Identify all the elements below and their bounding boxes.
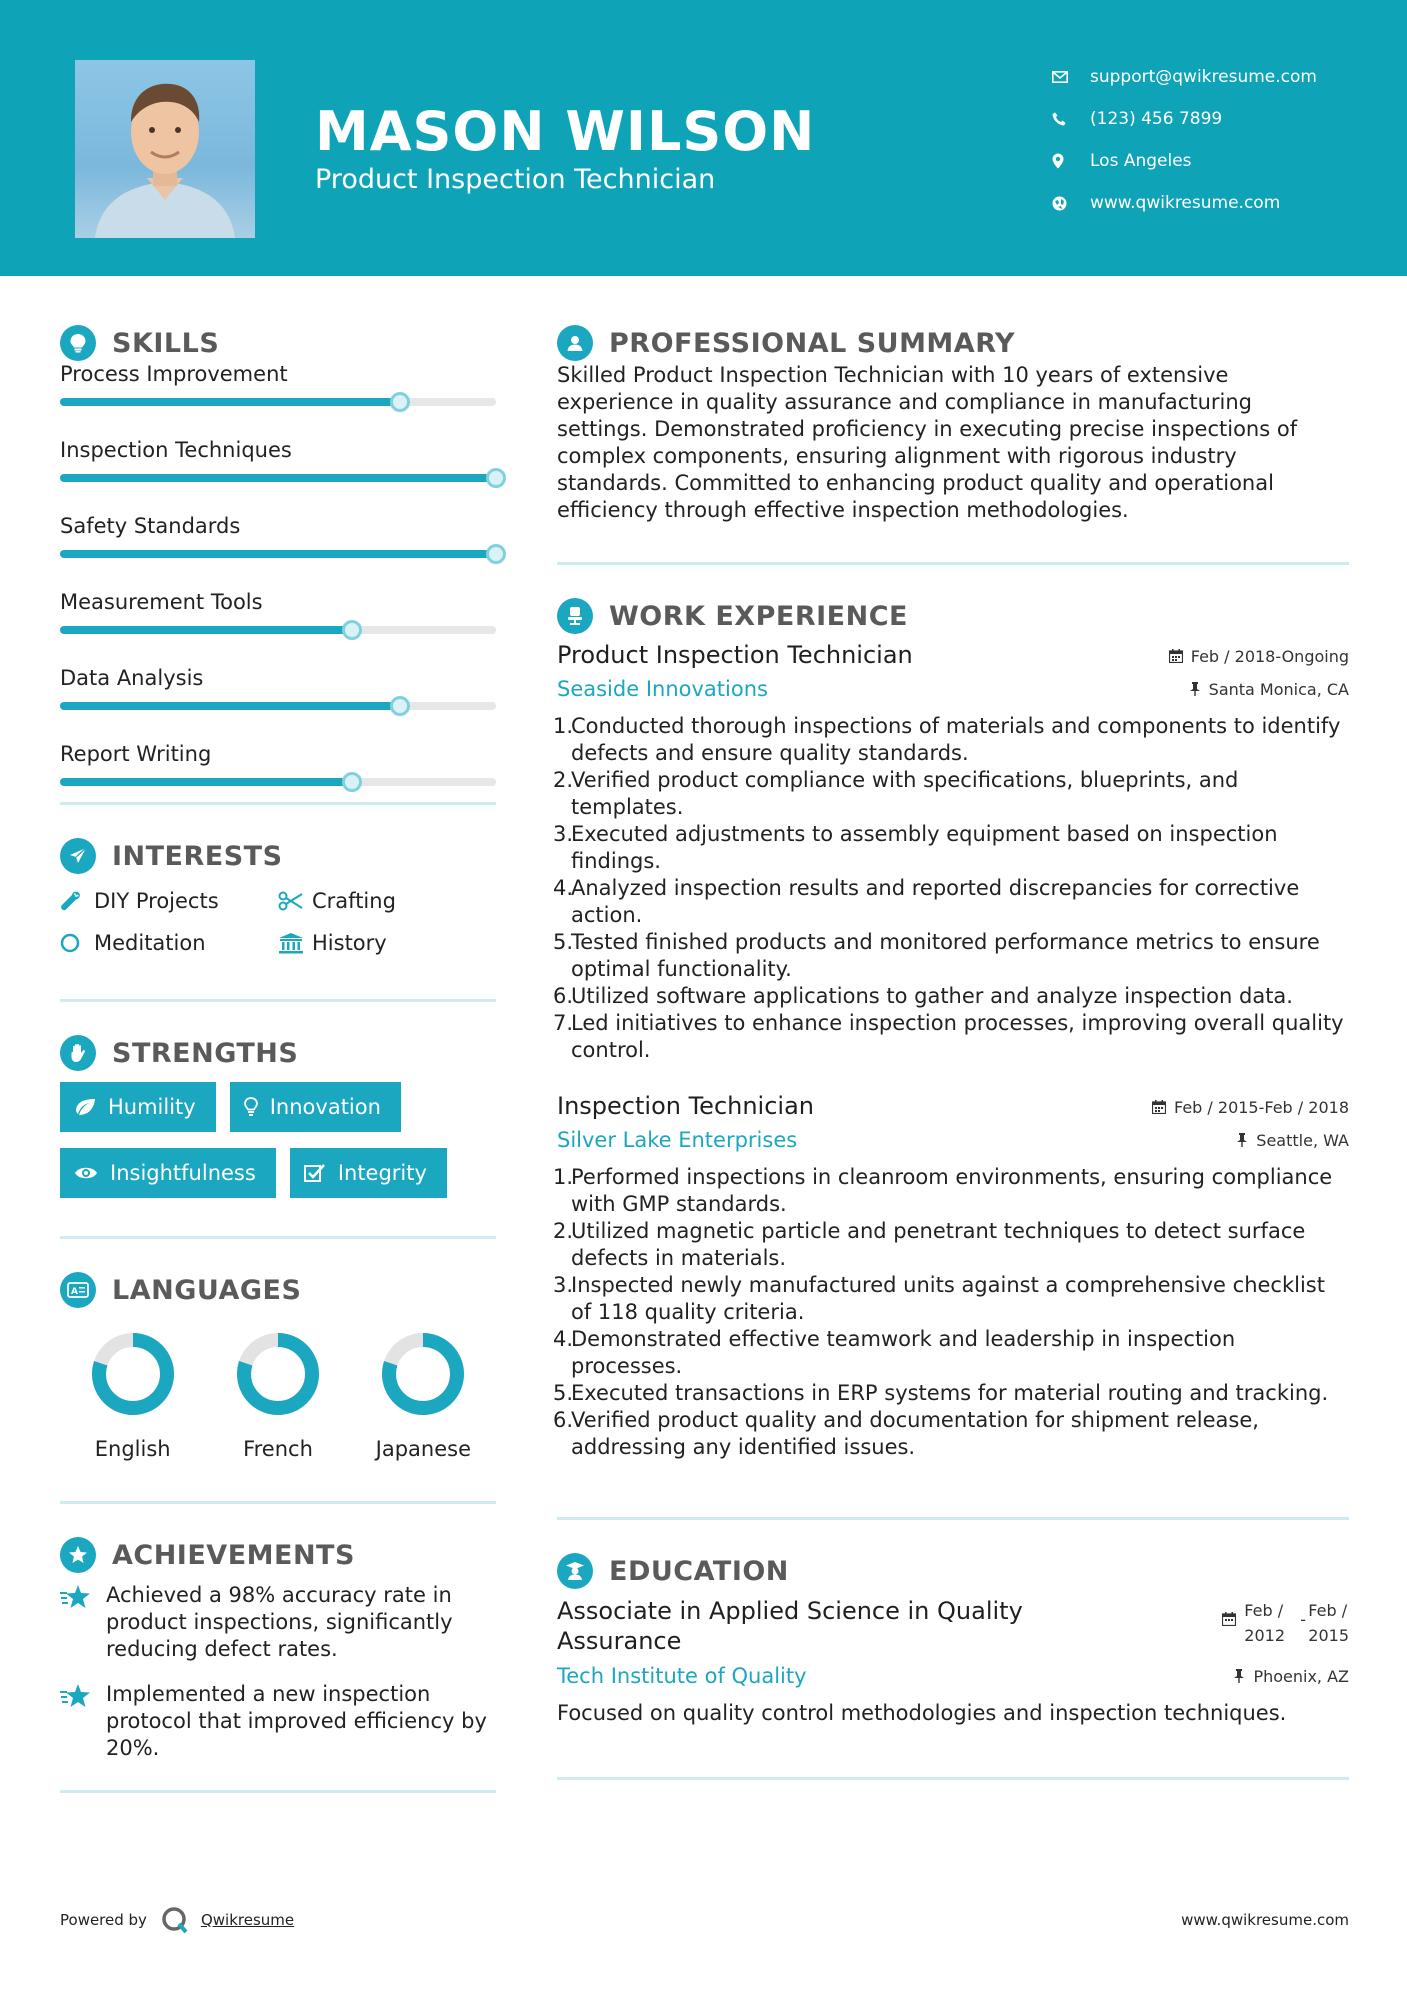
pin-icon <box>1233 1669 1245 1683</box>
user-icon <box>557 325 593 361</box>
list-item: 4. Demonstrated effective teamwork and leadership in inspection processes. <box>553 1327 1236 1378</box>
section-divider <box>557 1517 1349 1520</box>
skill-bar-fill <box>60 626 352 634</box>
company-name: Seaside Innovations <box>557 677 768 701</box>
hand-icon <box>60 1035 96 1071</box>
resume-header <box>0 0 1407 276</box>
school-name: Tech Institute of Quality <box>557 1664 807 1688</box>
achievement-item: Achieved a 98% accuracy rate in product inspections, significantly reducing defect rates. <box>60 1582 496 1663</box>
paper-plane-icon <box>60 838 96 874</box>
list-item: 5. Tested finished products and monitored performance metrics to ensure optimal functionality. <box>553 930 1320 981</box>
section-divider <box>60 999 496 1002</box>
skill-bar-knob <box>342 620 362 640</box>
skill-bar-fill <box>60 474 496 482</box>
job-dates: Feb / 2018-Ongoing <box>1169 647 1349 666</box>
qwikresume-logo-icon <box>161 1906 189 1934</box>
job-entry <box>553 641 1349 1064</box>
skill-bar-knob <box>390 696 410 716</box>
contact-phone[interactable]: (123) 456 7899 <box>1052 98 1317 140</box>
education-dates: Feb / 2012 - Feb / 2015 <box>1222 1596 1349 1656</box>
skill-item: Safety Standards <box>60 510 496 586</box>
interest-item: DIY Projects <box>60 889 278 913</box>
strengths-heading: STRENGTHS <box>112 1037 299 1069</box>
strength-badge: Humility <box>60 1082 216 1132</box>
interest-item: Crafting <box>278 889 496 913</box>
contact-list <box>1052 56 1317 224</box>
circle-icon <box>60 932 94 954</box>
list-item: 6. Utilized software applications to gather and analyze inspection data. <box>553 984 1293 1008</box>
contact-location: Los Angeles <box>1052 140 1317 182</box>
eye-icon <box>74 1165 98 1181</box>
lightbulb-icon <box>60 325 96 361</box>
wrench-icon <box>60 890 94 912</box>
qwikresume-link[interactable]: Qwikresume <box>200 1911 295 1929</box>
contact-email[interactable]: support@qwikresume.com <box>1052 56 1317 98</box>
language-donut <box>233 1329 323 1419</box>
education-section <box>557 1548 1349 1780</box>
language-donut <box>88 1329 178 1419</box>
skill-bar <box>60 474 496 482</box>
scissors-icon <box>278 891 312 911</box>
section-divider <box>557 562 1349 565</box>
skill-bar <box>60 778 496 786</box>
skill-item: Data Analysis <box>60 662 496 738</box>
skill-bar-knob <box>342 772 362 792</box>
list-item: 4. Analyzed inspection results and reported discrepancies for corrective action. <box>553 876 1300 927</box>
candidate-name: MASON WILSON <box>315 100 816 163</box>
language-icon <box>60 1272 96 1308</box>
pin-icon <box>1189 682 1201 696</box>
skill-item: Inspection Techniques <box>60 434 496 510</box>
right-column <box>553 320 1349 1780</box>
left-column <box>60 320 496 1793</box>
section-divider <box>557 1777 1349 1780</box>
skill-bar-fill <box>60 550 496 558</box>
skill-item: Process Improvement <box>60 358 496 434</box>
phone-icon <box>1052 112 1090 126</box>
pin-icon <box>1236 1133 1248 1147</box>
strength-badge: Integrity <box>290 1148 447 1198</box>
education-description: Focused on quality control methodologies and inspection techniques. <box>557 1701 1287 1725</box>
skill-bar-knob <box>390 392 410 412</box>
skills-list <box>60 358 496 814</box>
profile-photo <box>75 60 255 238</box>
skill-item: Report Writing <box>60 738 496 814</box>
list-item: 3. Executed adjustments to assembly equipment based on inspection findings. <box>553 822 1278 873</box>
list-item: 2. Verified product compliance with specifications, blueprints, and templates. <box>553 768 1239 819</box>
chair-icon <box>557 598 593 634</box>
list-item: 1. Conducted thorough inspections of materials and components to identify defects and ensure quality standards. <box>553 714 1341 765</box>
star-icon <box>60 1681 106 1762</box>
skill-bar-fill <box>60 702 400 710</box>
school-location: Phoenix, AZ <box>1233 1667 1349 1686</box>
skills-heading: SKILLS <box>112 327 220 359</box>
lightbulb-icon <box>244 1097 258 1117</box>
languages-list <box>60 1313 496 1461</box>
job-title: Product Inspection Technician <box>557 641 913 669</box>
summary-text: Skilled Product Inspection Technician with 10 years of extensive experience in quality assurance and compliance in manufacturing settings. Demonstrated proficiency in executing precise inspections of complex components, ensuring alignment with rigorous industry standards. Committed to enhancing product quality and operational efficiency through effective inspection methodologies. <box>557 363 1298 522</box>
language-item: Japanese <box>351 1329 496 1461</box>
skill-bar <box>60 626 496 634</box>
footer <box>60 1900 1349 1940</box>
candidate-title: Product Inspection Technician <box>315 164 716 195</box>
section-divider <box>60 1790 496 1793</box>
language-item: French <box>205 1329 350 1461</box>
language-donut <box>378 1329 468 1419</box>
languages-heading: LANGUAGES <box>112 1274 302 1306</box>
footer-brand: Powered by Qwikresume <box>60 1906 294 1934</box>
check-square-icon <box>304 1163 326 1183</box>
job-dates: Feb / 2015-Feb / 2018 <box>1152 1098 1349 1117</box>
list-item: 3. Inspected newly manufactured units against a comprehensive checklist of 118 quality criteria. <box>553 1273 1325 1324</box>
job-location: Santa Monica, CA <box>1189 680 1349 699</box>
languages-section <box>60 1267 496 1504</box>
degree-title: Associate in Applied Science in Quality Assurance <box>557 1597 1023 1655</box>
strength-badge: Innovation <box>230 1082 401 1132</box>
list-item: 1. Performed inspections in cleanroom environments, ensuring compliance with GMP standards. <box>553 1165 1333 1216</box>
envelope-icon <box>1052 71 1090 83</box>
list-item: 5. Executed transactions in ERP systems for material routing and tracking. <box>553 1381 1329 1405</box>
footer-website[interactable]: www.qwikresume.com <box>1181 1911 1349 1929</box>
job-location: Seattle, WA <box>1236 1131 1349 1150</box>
job-responsibilities <box>553 1164 1349 1461</box>
calendar-icon <box>1222 1612 1236 1626</box>
star-icon <box>60 1582 106 1663</box>
achievements-list <box>60 1578 496 1762</box>
skill-bar-knob <box>486 468 506 488</box>
bank-icon <box>278 932 312 954</box>
calendar-icon <box>1169 649 1183 663</box>
achievements-heading: ACHIEVEMENTS <box>112 1539 355 1571</box>
strengths-list <box>60 1076 496 1198</box>
summary-section <box>557 320 1349 565</box>
skill-bar <box>60 550 496 558</box>
skill-bar <box>60 398 496 406</box>
section-divider <box>60 1501 496 1504</box>
globe-icon <box>1052 196 1090 211</box>
education-heading: EDUCATION <box>609 1555 789 1587</box>
strengths-section <box>60 1030 496 1239</box>
skill-item: Measurement Tools <box>60 586 496 662</box>
contact-website[interactable]: www.qwikresume.com <box>1052 182 1317 224</box>
list-item: 2. Utilized magnetic particle and penetrant techniques to detect surface defects in materials. <box>553 1219 1306 1270</box>
skills-section <box>60 320 496 805</box>
skill-bar-knob <box>486 544 506 564</box>
interest-item: History <box>278 931 496 955</box>
experience-section <box>553 593 1349 1520</box>
job-entry <box>553 1092 1349 1461</box>
job-title: Inspection Technician <box>557 1092 815 1120</box>
calendar-icon <box>1152 1100 1166 1114</box>
interest-item: Meditation <box>60 931 278 955</box>
star-icon <box>60 1537 96 1573</box>
leaf-icon <box>74 1098 96 1116</box>
interests-list <box>60 879 496 955</box>
interests-heading: INTERESTS <box>112 840 283 872</box>
interests-section <box>60 833 496 1002</box>
section-divider <box>60 1236 496 1239</box>
svg-text:A: A <box>71 1287 78 1297</box>
strength-badge: Insightfulness <box>60 1148 276 1198</box>
graduate-icon <box>557 1553 593 1589</box>
achievements-section <box>60 1532 496 1793</box>
job-responsibilities <box>553 713 1349 1064</box>
map-pin-icon <box>1052 153 1090 169</box>
skill-bar-fill <box>60 398 400 406</box>
company-name: Silver Lake Enterprises <box>557 1128 798 1152</box>
skill-bar <box>60 702 496 710</box>
summary-heading: PROFESSIONAL SUMMARY <box>609 327 1016 359</box>
achievement-item: Implemented a new inspection protocol that improved efficiency by 20%. <box>60 1681 496 1762</box>
list-item: 6. Verified product quality and documentation for shipment release, addressing any identified issues. <box>553 1408 1259 1459</box>
skill-bar-fill <box>60 778 352 786</box>
list-item: 7. Led initiatives to enhance inspection processes, improving overall quality control. <box>553 1011 1344 1062</box>
language-item: English <box>60 1329 205 1461</box>
experience-heading: WORK EXPERIENCE <box>609 600 908 632</box>
